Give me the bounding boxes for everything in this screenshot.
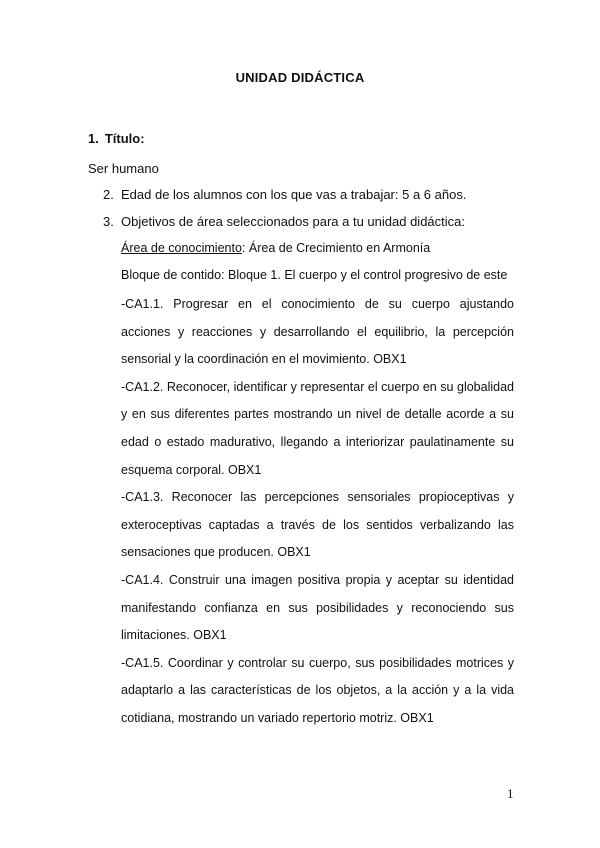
area-value: Área de Crecimiento en Armonía xyxy=(245,241,431,255)
list-item-number: 3. xyxy=(103,214,114,229)
area-line xyxy=(121,241,430,255)
criterion-ca1-1: -CA1.1. Progresar en el conocimiento de su cuerpo ajustando acciones y reacciones y desarrollando el equilibrio, la percepción sensorial y la coordinación en el movimiento. OBX1 xyxy=(121,297,514,367)
criterion-ca1-4: -CA1.4. Construir una imagen positiva propia y aceptar su identidad manifestando confianza en sus posibilidades y reconociendo sus limitaciones. OBX1 xyxy=(121,572,514,643)
list-item-number: 2. xyxy=(103,187,114,202)
list-item-text: Objetivos de área seleccionados para a tu unidad didáctica: xyxy=(121,214,465,229)
section-number: 1. xyxy=(88,131,99,146)
area-label: Área de conocimiento xyxy=(121,241,242,255)
section-titulo-value: Ser humano xyxy=(88,161,159,176)
section-heading-titulo xyxy=(88,131,145,146)
area-separator: : xyxy=(241,241,246,255)
document-title: UNIDAD DIDÁCTICA xyxy=(235,70,365,85)
page-number: 1 xyxy=(507,786,514,801)
section-heading-label: Título: xyxy=(104,131,145,146)
criterion-ca1-3: -CA1.3. Reconocer las percepciones sensoriales propioceptivas y exteroceptivas captadas a través de los sentidos verbalizando las sensaciones que producen. OBX1 xyxy=(121,490,514,560)
bloque-line: Bloque de contido: Bloque 1. El cuerpo y el control progresivo de este xyxy=(121,268,508,282)
criterion-ca1-2: -CA1.2. Reconocer, identificar y representar el cuerpo en su globalidad y en sus diferentes partes mostrando un nivel de detalle acorde a su edad o estado madurativo, llegando a interiorizar paulatinamente su esquema corporal. OBX1 xyxy=(121,379,514,477)
list-item-text: Edad de los alumnos con los que vas a trabajar: 5 a 6 años. xyxy=(121,187,467,202)
criteria-list xyxy=(121,291,514,733)
criterion-ca1-5: -CA1.5. Coordinar y controlar su cuerpo, sus posibilidades motrices y adaptarlo a las características de los objetos, a la acción y a la vida cotidiana, mostrando un variado repertorio motriz. OBX1 xyxy=(121,655,514,725)
